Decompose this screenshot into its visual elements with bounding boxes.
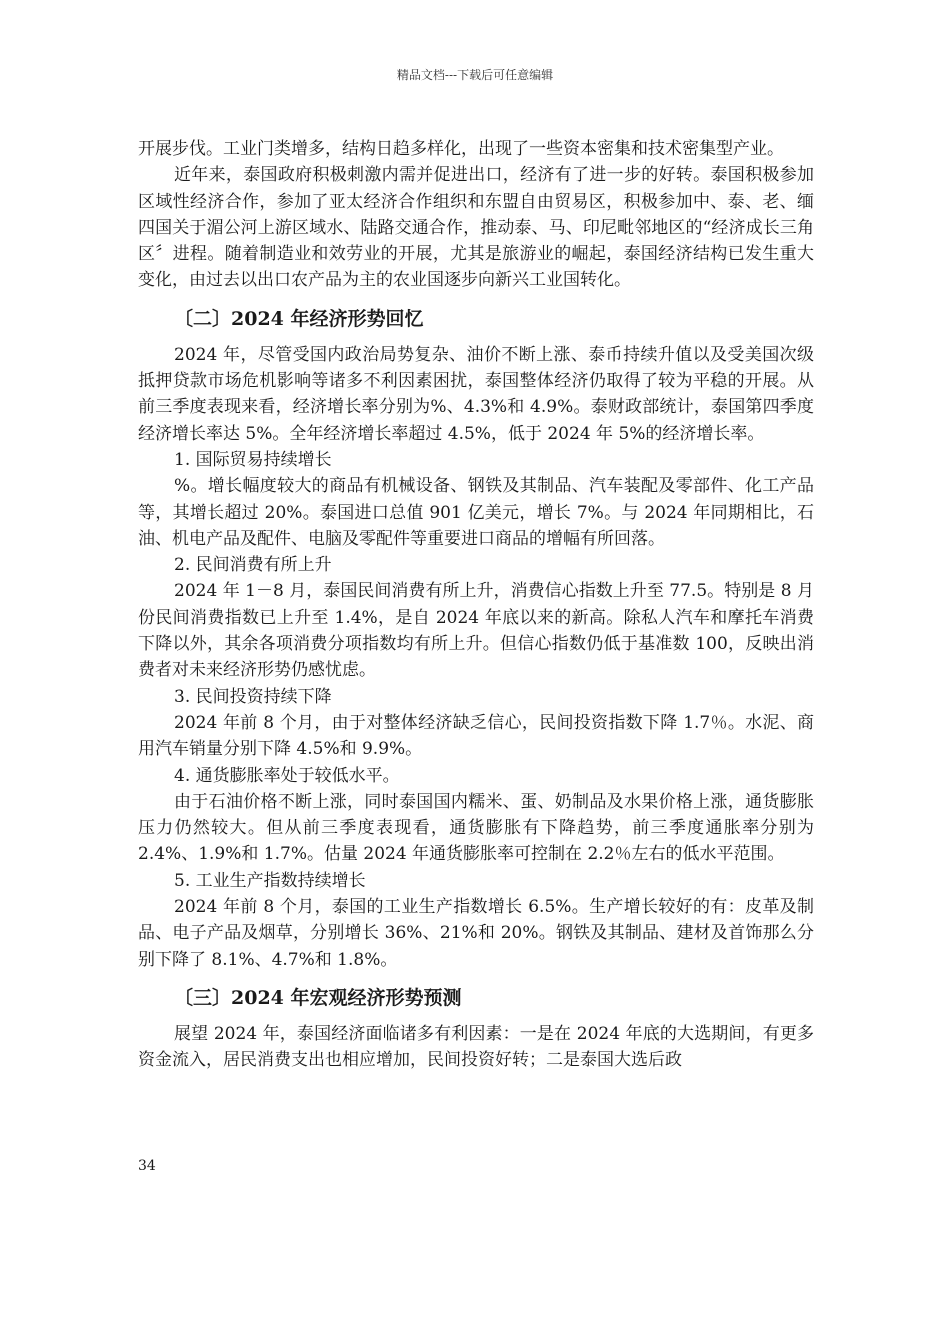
subsection-title-investment: 3. 民间投资持续下降: [174, 686, 332, 707]
paragraph-consumption: 2024 年 1－8 月，泰国民间消费有所上升，消费信心指数上升至 77.5。特别是 8 月份民间消费指数已上升至 1.4%，是自 2024 年底以来的新高。除私人汽车和摩托车消费下降以外，其余各项消费分项指数均有所上升。但信心指数仍低于基准数 100，反映出消费者对未来经济形势仍感忧虑。: [138, 581, 814, 681]
paragraph-investment: 2024 年前 8 个月，由于对整体经济缺乏信心，民间投资指数下降 1.7％。水泥、商用汽车销量分别下降 4.5%和 9.9%。: [138, 712, 814, 760]
paragraph-inflation: 由于石油价格不断上涨，同时泰国国内糯米、蛋、奶制品及水果价格上涨，通货膨胀压力仍然较大。但从前三季度表现看，通货膨胀有下降趋势，前三季度通胀率分别为 2.4%、1.9%和 1.7%。估量 2024 年通货膨胀率可控制在 2.2％左右的低水平范围。: [138, 791, 814, 865]
page-number: 34: [138, 1158, 156, 1174]
paragraph-continuation: 开展步伐。工业门类增多，结构日趋多样化，出现了一些资本密集和技术密集型产业。: [138, 139, 784, 159]
paragraph-recent-years: 近年来，泰国政府积极刺激内需并促进出口，经济有了进一步的好转。泰国积极参加区域性经济合作，参加了亚太经济合作组织和东盟自由贸易区，积极参加中、泰、老、缅四国关于湄公河上游区域水、陆路交通合作，推动泰、马、印尼毗邻地区的“经济成长三角区〞进程。随着制造业和效劳业的开展，尤其是旅游业的崛起，泰国经济结构已发生重大变化，由过去以出口农产品为主的农业国逐步向新兴工业国转化。: [138, 165, 814, 291]
subsection-title-industry: 5. 工业生产指数持续增长: [174, 870, 366, 891]
paragraph-industry: 2024 年前 8 个月，泰国的工业生产指数增长 6.5%。生产增长较好的有：皮革及制品、电子产品及烟草，分别增长 36%、21%和 20%。钢铁及其制品、建材及首饰那么分别下降了 8.1%、4.7%和 1.8%。: [138, 897, 814, 970]
subsection-title-trade: 1. 国际贸易持续增长: [174, 449, 332, 470]
subsection-title-inflation: 4. 通货膨胀率处于较低水平。: [174, 765, 400, 786]
subsection-title-consumption: 2. 民间消费有所上升: [174, 555, 332, 576]
page-header: 精品文档---下载后可任意编辑: [396, 68, 554, 82]
paragraph-outlook: 展望 2024 年，泰国经济面临诸多有利因素：一是在 2024 年底的大选期间，有更多资金流入，居民消费支出也相应增加，民间投资好转；二是泰国大选后政: [138, 1023, 814, 1071]
paragraph-trade: %。增长幅度较大的商品有机械设备、钢铁及其制品、汽车装配及零部件、化工产品等，其增长超过 20%。泰国进口总值 901 亿美元，增长 7%。与 2024 年同期相比，石油、机电产品及配件、电脑及零配件等重要进口商品的增幅有所回落。: [138, 476, 814, 549]
section-heading-3: 〔三〕2024 年宏观经济形势预测: [174, 986, 462, 1009]
section-heading-2: 〔二〕2024 年经济形势回忆: [174, 307, 424, 330]
paragraph-economy-review: 2024 年，尽管受国内政治局势复杂、油价不断上涨、泰币持续升值以及受美国次级抵押贷款市场危机影响等诸多不利因素困扰，泰国整体经济仍取得了较为平稳的开展。从前三季度表现来看，经济增长率分别为%、4.3%和 4.9%。泰财政部统计，泰国第四季度经济增长率达 5%。全年经济增长率超过 4.5%，低于 2024 年 5%的经济增长率。: [138, 344, 814, 444]
document-body: [138, 136, 814, 1074]
